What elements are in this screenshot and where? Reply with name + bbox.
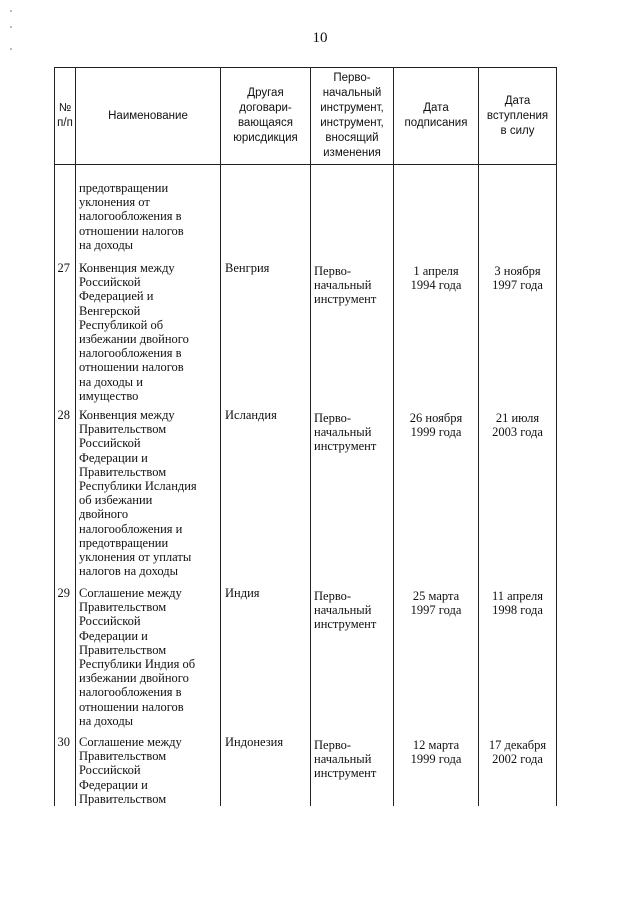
table-border-left	[54, 67, 55, 806]
scan-artifact	[10, 26, 12, 28]
header-divider	[54, 164, 557, 165]
treaty-name: Соглашение между Правительством Российской Федерации и Правительством Республики Индия об избежании двойного налогообложения в отношении налогов на доходы	[79, 586, 196, 728]
jurisdiction: Индонезия	[225, 735, 284, 749]
instrument-type: Перво- начальный инструмент	[314, 411, 377, 454]
header-in-force: Дата вступления в силу	[486, 94, 549, 137]
instrument-type: Перво- начальный инструмент	[314, 738, 377, 781]
instrument-type: Перво- начальный инструмент	[314, 589, 377, 632]
treaty-name: Конвенция между Правительством Российской Федерации и Правительством Республики Исландия об избежании двойного налогообложения и предотвращении уклонения от уплаты налогов на доходы	[79, 408, 197, 579]
continued-name: предотвращении уклонения от налогообложения в отношении налогов на доходы	[79, 181, 184, 252]
signing-date: 26 ноября 1999 года	[409, 411, 463, 440]
row-number: 27	[57, 261, 70, 275]
treaty-table	[54, 67, 557, 806]
entry-into-force-date: 11 апреля 1998 года	[491, 589, 544, 618]
jurisdiction: Венгрия	[225, 261, 270, 275]
row-number: 30	[57, 735, 70, 749]
treaty-name: Конвенция между Российской Федерацией и Венгерской Республикой об избежании двойного налогообложения в отношении налогов на доходы и имущество	[79, 261, 189, 403]
instrument-type: Перво- начальный инструмент	[314, 264, 377, 307]
column-divider	[310, 67, 311, 806]
row-number: 29	[57, 586, 70, 600]
signing-date: 1 апреля 1994 года	[410, 264, 462, 293]
treaty-name: Соглашение между Правительством Российской Федерации и Правительством	[79, 735, 182, 806]
jurisdiction: Индия	[225, 586, 260, 600]
column-divider	[220, 67, 221, 806]
table-border-right	[556, 67, 557, 806]
signing-date: 25 марта 1997 года	[410, 589, 462, 618]
page-number: 10	[312, 30, 328, 46]
header-num: № п/п	[57, 102, 73, 129]
header-jurisdiction: Другая договари- вающаяся юрисдикция	[233, 87, 298, 144]
jurisdiction: Исландия	[225, 408, 277, 422]
entry-into-force-date: 21 июля 2003 года	[492, 411, 543, 440]
column-divider	[75, 67, 76, 806]
scan-artifact	[10, 48, 12, 50]
header-signed: Дата подписания	[404, 102, 468, 129]
entry-into-force-date: 17 декабря 2002 года	[488, 738, 547, 767]
signing-date: 12 марта 1999 года	[410, 738, 462, 767]
row-number: 28	[57, 408, 70, 422]
header-instrument: Перво- начальный инструмент, инструмент, вносящий изменения	[320, 72, 384, 159]
header-name: Наименование	[108, 109, 188, 122]
scan-artifact	[10, 10, 12, 12]
entry-into-force-date: 3 ноября 1997 года	[492, 264, 543, 293]
